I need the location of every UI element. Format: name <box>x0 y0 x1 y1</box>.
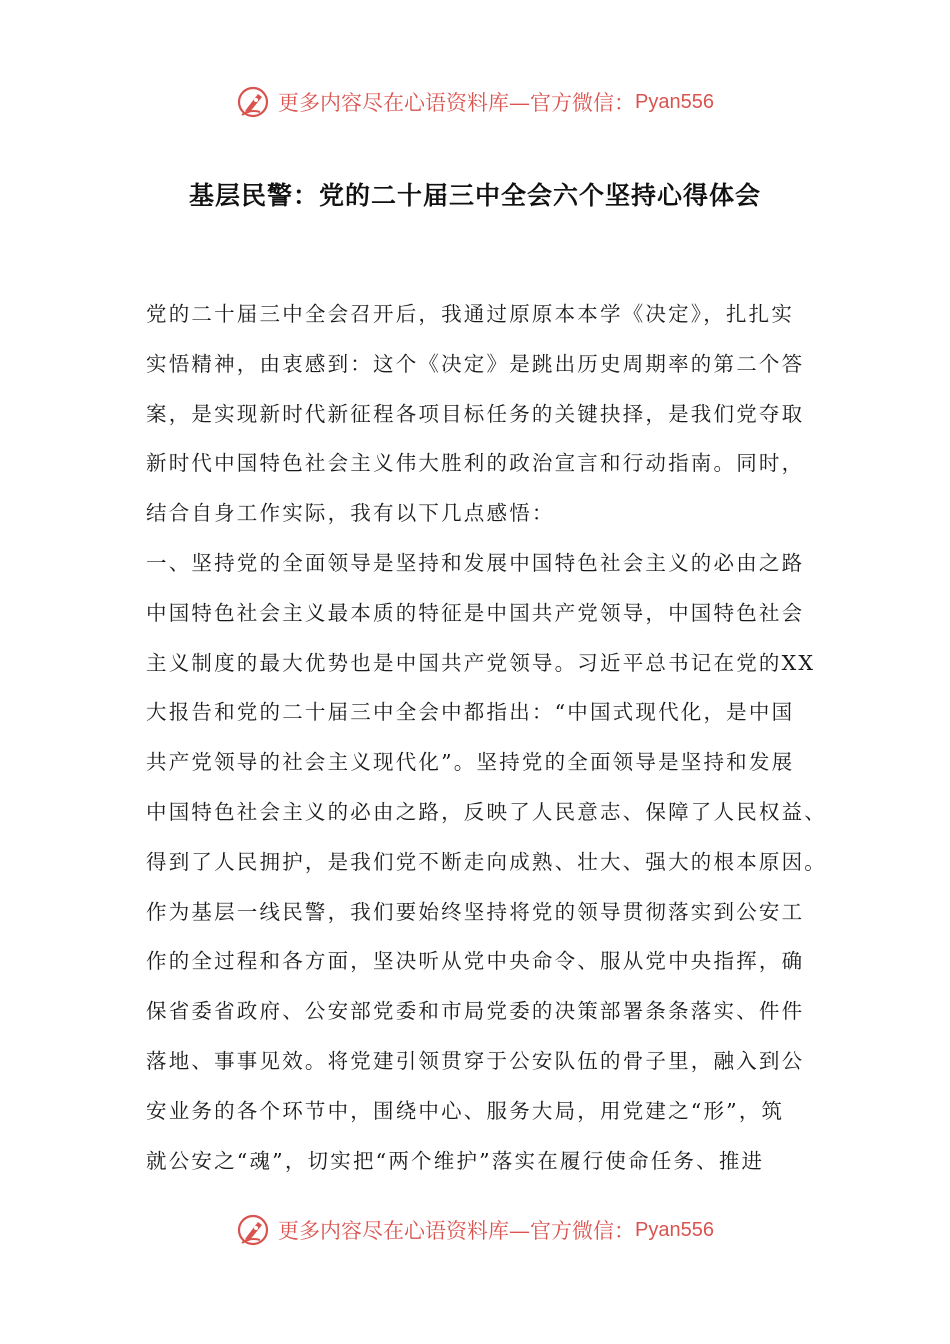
watermark-wechat-handle: Pyan556 <box>635 1218 714 1241</box>
document-body <box>146 290 827 1186</box>
watermark-text: 更多内容尽在心语资料库—官方微信： <box>278 91 636 115</box>
watermark-banner-bottom <box>0 1210 950 1250</box>
text-line: 实悟精神，由衷感到：这个《决定》是跳出历史周期率的第二个答 <box>146 351 805 376</box>
text-line: 共产党领导的社会主义现代化”。坚持党的全面领导是坚持和发展 <box>146 750 795 775</box>
text-line: 党的二十届三中全会召开后，我通过原原本本学《决定》，扎扎实 <box>146 302 795 326</box>
pen-nib-circle-icon <box>236 1213 270 1247</box>
text-line: 落地、事事见效。将党建引领贯穿于公安队伍的骨子里，融入到公 <box>146 1048 805 1073</box>
text-line: 大报告和党的二十届三中全会中都指出：“中国式现代化，是中国 <box>146 700 795 725</box>
text-line: 安业务的各个环节中，围绕中心、服务大局，用党建之“形”，筑 <box>146 1098 785 1123</box>
watermark-wechat-handle: Pyan556 <box>635 90 714 113</box>
watermark-banner-top <box>0 82 950 122</box>
text-line: 结合自身工作实际，我有以下几点感悟： <box>146 501 555 526</box>
text-line: 中国特色社会主义最本质的特征是中国共产党领导，中国特色社会 <box>146 600 805 625</box>
text-line: 保省委省政府、公安部党委和市局党委的决策部署条条落实、件件 <box>146 999 805 1024</box>
text-line: 作的全过程和各方面，坚决听从党中央命令、服从党中央指挥，确 <box>146 949 805 974</box>
section-heading: 一、坚持党的全面领导是坚持和发展中国特色社会主义的必由之路 <box>146 550 805 575</box>
watermark-text: 更多内容尽在心语资料库—官方微信： <box>278 1219 636 1243</box>
pen-nib-circle-icon <box>236 85 270 119</box>
text-line: 主义制度的最大优势也是中国共产党领导。习近平总书记在党的XX <box>146 650 816 675</box>
text-line: 就公安之“魂”，切实把“两个维护”落实在履行使命任务、推进 <box>146 1148 765 1173</box>
document-title: 基层民警：党的二十届三中全会六个坚持心得体会 <box>188 181 761 210</box>
text-line: 案，是实现新时代新征程各项目标任务的关键抉择，是我们党夺取 <box>146 401 805 426</box>
text-line: 中国特色社会主义的必由之路，反映了人民意志、保障了人民权益、 <box>146 799 827 824</box>
text-line: 作为基层一线民警，我们要始终坚持将党的领导贯彻落实到公安工 <box>146 899 805 924</box>
text-line: 新时代中国特色社会主义伟大胜利的政治宣言和行动指南。同时， <box>146 451 805 476</box>
text-line: 得到了人民拥护，是我们党不断走向成熟、壮大、强大的根本原因。 <box>146 849 827 874</box>
